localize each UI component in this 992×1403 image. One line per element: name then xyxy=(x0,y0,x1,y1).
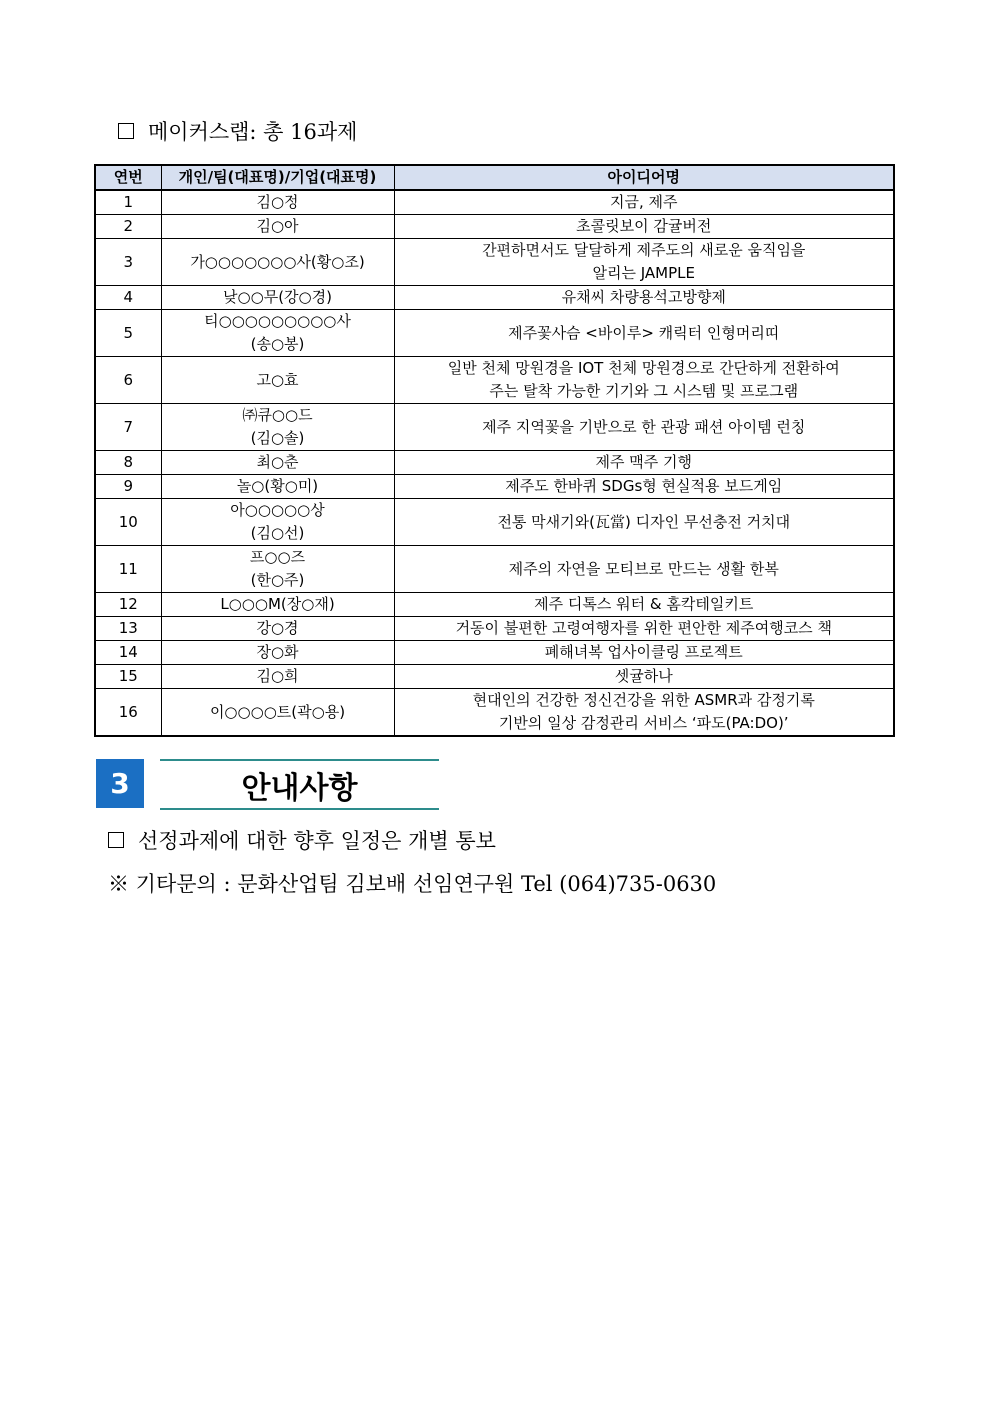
cell-team-line: 장○화 xyxy=(256,643,299,661)
ideas-table xyxy=(94,164,895,737)
cell-no xyxy=(95,404,161,451)
table-row xyxy=(95,190,894,215)
section-title: 안내사항 xyxy=(160,759,439,810)
cell-idea-line: 일반 천체 망원경을 IOT 천체 망원경으로 간단하게 전환하여 xyxy=(447,359,840,377)
cell-team-line: 프○○즈 xyxy=(249,548,306,566)
table-row xyxy=(95,475,894,499)
cell-idea xyxy=(394,310,894,357)
cell-team xyxy=(161,190,394,215)
cell-team-line: (송○봉) xyxy=(250,335,305,353)
contact-line: ※ 기타문의 : 문화산업팀 김보배 선임연구원 Tel (064)735-0630 xyxy=(108,872,717,896)
cell-idea xyxy=(394,665,894,689)
cell-team-line: 낮○○무(강○경) xyxy=(223,288,332,306)
table-header-row xyxy=(95,165,894,190)
cell-no xyxy=(95,475,161,499)
cell-team-line: 놀○(황○미) xyxy=(236,477,319,495)
table-row xyxy=(95,546,894,593)
cell-no-line: 11 xyxy=(118,559,138,578)
section-number: 3 xyxy=(96,759,144,808)
cell-idea xyxy=(394,215,894,239)
cell-idea xyxy=(394,641,894,665)
cell-no-line: 2 xyxy=(123,217,134,235)
cell-no xyxy=(95,357,161,404)
cell-no xyxy=(95,546,161,593)
table-row xyxy=(95,617,894,641)
table-row xyxy=(95,357,894,404)
table-row xyxy=(95,689,894,737)
cell-idea-line: 초콜릿보이 감귤버전 xyxy=(576,217,712,235)
cell-team-line: 고○효 xyxy=(256,370,299,389)
cell-idea-line: 유채씨 차량용석고방향제 xyxy=(561,288,726,306)
cell-team xyxy=(161,357,394,404)
cell-no xyxy=(95,451,161,475)
cell-no-line: 13 xyxy=(118,619,138,637)
cell-idea xyxy=(394,451,894,475)
table-row xyxy=(95,239,894,286)
cell-idea-line: 제주도 한바퀴 SDGs형 현실적용 보드게임 xyxy=(505,477,783,495)
table-row xyxy=(95,593,894,617)
cell-team xyxy=(161,593,394,617)
cell-team-line: 김○정 xyxy=(256,193,299,211)
cell-idea-line: 제주 디톡스 워터 & 홈칵테일키트 xyxy=(534,595,754,613)
cell-idea-line: 셋귤하나 xyxy=(614,667,673,685)
cell-team-line: 아○○○○○상 xyxy=(230,501,325,519)
table-row xyxy=(95,404,894,451)
cell-idea-line: 폐해녀복 업사이클링 프로젝트 xyxy=(544,643,743,661)
cell-team-line: 최○춘 xyxy=(256,453,299,471)
cell-no xyxy=(95,286,161,310)
header-idea: 아이디어명 xyxy=(394,165,894,190)
cell-idea-line: 현대인의 건강한 정신건강을 위한 ASMR과 감정기록 xyxy=(472,691,815,709)
table-row xyxy=(95,451,894,475)
cell-team-line: 티○○○○○○○○○사 xyxy=(204,312,351,330)
table-row xyxy=(95,499,894,546)
cell-idea-line: 기반의 일상 감정관리 서비스 ‘파도(PA:DO)’ xyxy=(498,714,789,732)
notice-text: 선정과제에 대한 향후 일정은 개별 통보 xyxy=(138,829,496,853)
cell-team xyxy=(161,546,394,593)
cell-team xyxy=(161,451,394,475)
cell-team-line: 강○경 xyxy=(256,619,299,637)
cell-idea-line: 제주꽃사슴 <바이루> 캐릭터 인형머리띠 xyxy=(508,323,780,342)
header-no: 연번 xyxy=(95,165,161,190)
cell-team xyxy=(161,310,394,357)
cell-no-line: 6 xyxy=(123,370,134,389)
cell-idea xyxy=(394,499,894,546)
cell-team xyxy=(161,404,394,451)
cell-idea xyxy=(394,357,894,404)
cell-idea xyxy=(394,190,894,215)
cell-no xyxy=(95,499,161,546)
cell-idea xyxy=(394,546,894,593)
cell-team-line: 김○희 xyxy=(256,667,299,685)
checkbox-icon xyxy=(118,123,134,139)
cell-team-line: ㈜큐○○드 xyxy=(242,406,313,424)
table-row xyxy=(95,665,894,689)
cell-idea xyxy=(394,689,894,737)
cell-team-line: (김○선) xyxy=(250,524,305,542)
cell-idea xyxy=(394,404,894,451)
cell-no xyxy=(95,215,161,239)
cell-idea xyxy=(394,593,894,617)
cell-team xyxy=(161,689,394,737)
cell-team-line: (김○솔) xyxy=(250,429,305,447)
cell-no xyxy=(95,239,161,286)
cell-no-line: 5 xyxy=(123,323,134,342)
cell-team-line: 이○○○○트(곽○용) xyxy=(209,702,346,721)
cell-idea-line: 주는 탈착 가능한 기기와 그 시스템 및 프로그램 xyxy=(489,382,799,400)
cell-no xyxy=(95,310,161,357)
cell-team-line: 김○아 xyxy=(256,217,299,235)
cell-no-line: 16 xyxy=(118,702,138,721)
cell-idea xyxy=(394,475,894,499)
cell-team xyxy=(161,239,394,286)
cell-no-line: 1 xyxy=(123,193,134,211)
section-header xyxy=(96,759,439,809)
cell-idea-line: 제주 지역꽃을 기반으로 한 관광 패션 아이템 런칭 xyxy=(482,417,806,436)
cell-idea-line: 지금, 제주 xyxy=(610,193,678,211)
cell-no xyxy=(95,617,161,641)
cell-idea xyxy=(394,617,894,641)
cell-no xyxy=(95,190,161,215)
cell-team xyxy=(161,665,394,689)
makers-lab-heading xyxy=(118,116,357,146)
makers-lab-heading-text: 메이커스랩: 총 16과제 xyxy=(148,120,358,144)
table-row xyxy=(95,641,894,665)
cell-no-line: 4 xyxy=(123,288,134,306)
cell-idea xyxy=(394,286,894,310)
cell-team xyxy=(161,475,394,499)
cell-no-line: 8 xyxy=(123,453,134,471)
checkbox-icon xyxy=(108,832,124,848)
cell-no xyxy=(95,593,161,617)
cell-team xyxy=(161,499,394,546)
cell-no xyxy=(95,689,161,737)
cell-team xyxy=(161,215,394,239)
cell-no-line: 15 xyxy=(118,667,138,685)
table-row xyxy=(95,286,894,310)
cell-team-line: (한○주) xyxy=(250,571,305,589)
cell-idea-line: 간편하면서도 달달하게 제주도의 새로운 움직임을 xyxy=(482,241,806,259)
cell-no-line: 14 xyxy=(118,643,138,661)
cell-idea-line: 알리는 JAMPLE xyxy=(592,264,695,282)
cell-team-line: L○○○M(장○재) xyxy=(220,595,335,613)
cell-no-line: 3 xyxy=(123,252,134,271)
cell-no-line: 9 xyxy=(123,477,134,495)
cell-idea-line: 제주 맥주 기행 xyxy=(595,453,692,471)
notice-line xyxy=(108,825,496,855)
cell-no xyxy=(95,641,161,665)
table-row xyxy=(95,215,894,239)
cell-team xyxy=(161,641,394,665)
cell-no xyxy=(95,665,161,689)
cell-team xyxy=(161,286,394,310)
cell-team xyxy=(161,617,394,641)
cell-idea-line: 거동이 불편한 고령여행자를 위한 편안한 제주여행코스 책 xyxy=(455,619,832,637)
cell-no-line: 10 xyxy=(118,512,138,531)
cell-no-line: 7 xyxy=(123,417,134,436)
cell-idea-line: 전통 막새기와(瓦當) 디자인 무선충전 거치대 xyxy=(497,512,791,531)
table-row xyxy=(95,310,894,357)
cell-team-line: 가○○○○○○○사(황○조) xyxy=(190,252,365,271)
cell-no-line: 12 xyxy=(118,595,138,613)
cell-idea xyxy=(394,239,894,286)
header-team: 개인/팀(대표명)/기업(대표명) xyxy=(161,165,394,190)
cell-idea-line: 제주의 자연을 모티브로 만드는 생활 한복 xyxy=(508,559,779,578)
